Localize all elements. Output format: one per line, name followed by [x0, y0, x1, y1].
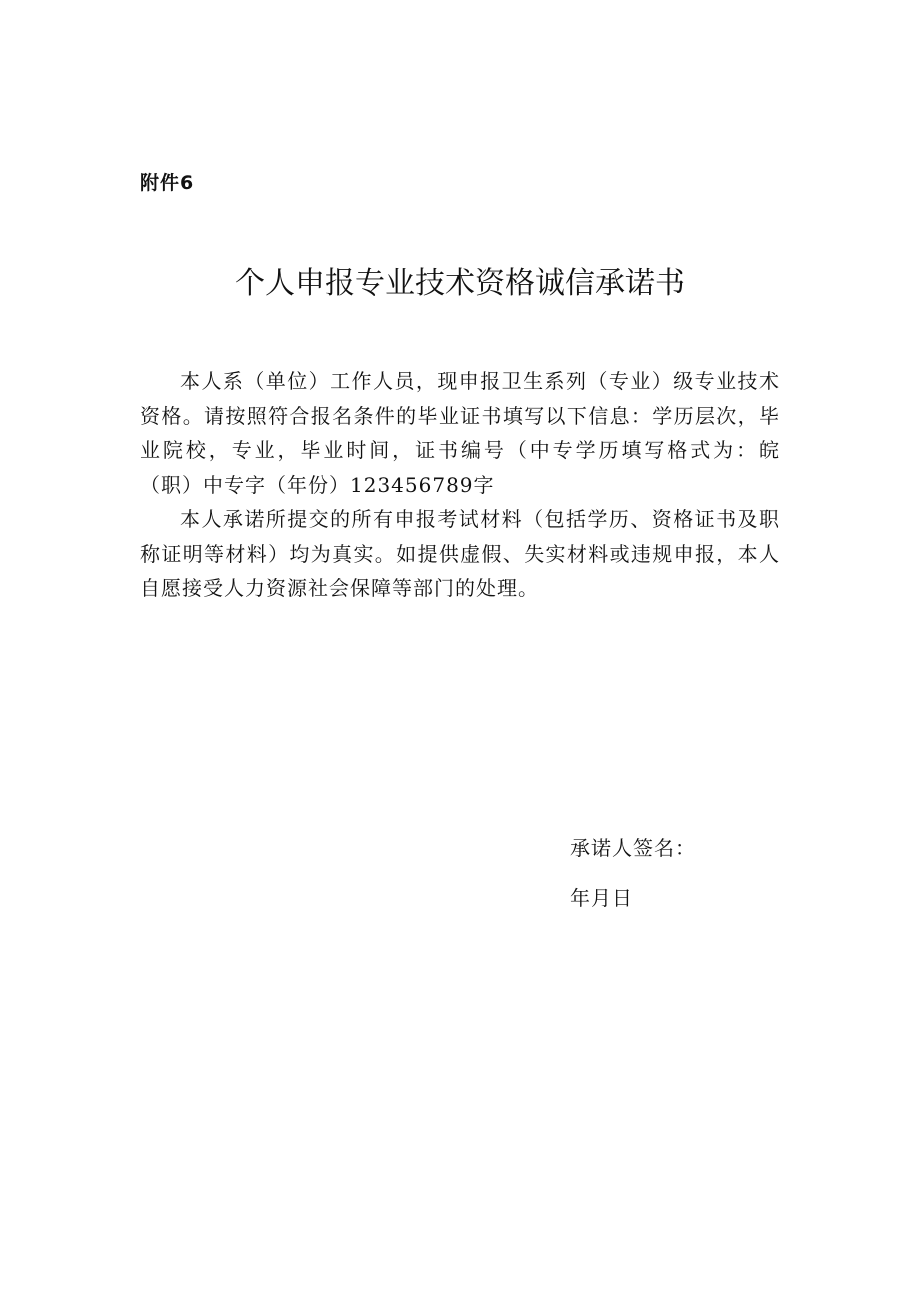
document-body — [140, 364, 780, 606]
paragraph-declaration: 本人系（单位）工作人员，现申报卫生系列（专业）级专业技术资格。请按照符合报名条件的毕业证书填写以下信息：学历层次，毕业院校，专业，毕业时间，证书编号（中专学历填写格式为：皖（职）中专字（年份）123456789字 — [140, 369, 780, 497]
date-label: 年月日 — [570, 886, 633, 910]
paragraph-commitment: 本人承诺所提交的所有申报考试材料（包括学历、资格证书及职称证明等材料）均为真实。如提供虚假、失实材料或违规申报，本人自愿接受人力资源社会保障等部门的处理。 — [140, 507, 780, 600]
document-title: 个人申报专业技术资格诚信承诺书 — [235, 266, 685, 301]
signature-label: 承诺人签名： — [570, 836, 696, 860]
attachment-label: 附件6 — [140, 172, 195, 194]
